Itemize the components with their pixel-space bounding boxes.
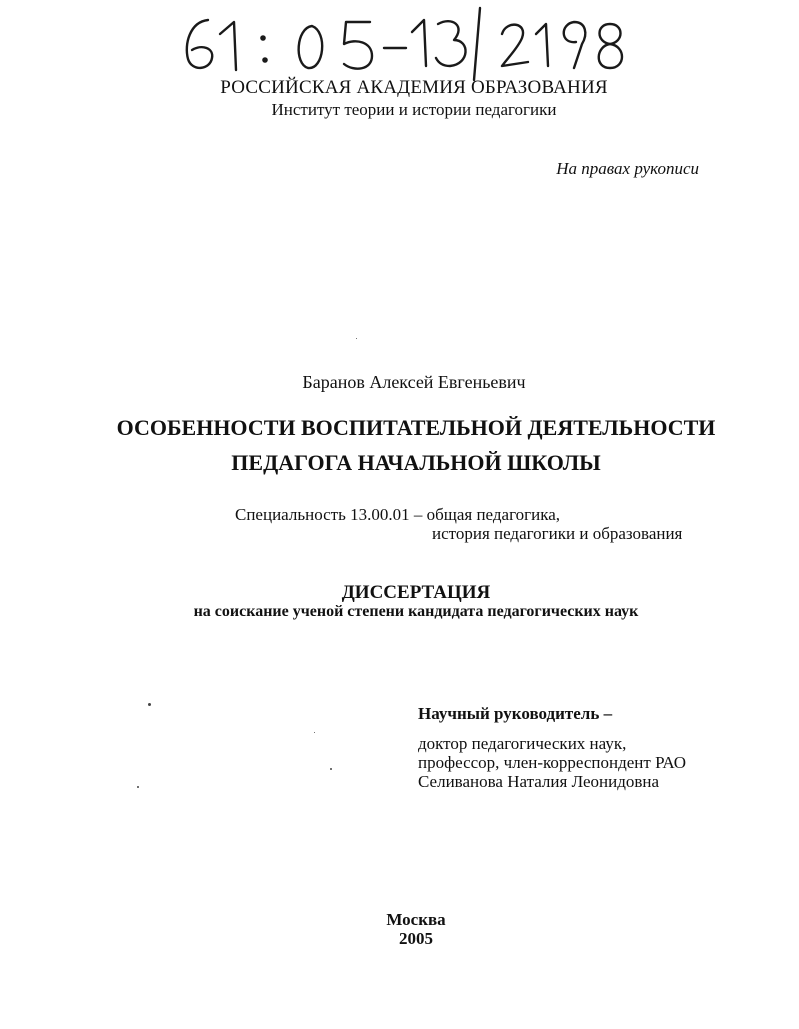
scan-speck: [314, 732, 315, 733]
scan-speck: [356, 338, 357, 339]
handwritten-code-drawing: [150, 4, 670, 84]
year: 2005: [399, 929, 433, 948]
scan-speck: [148, 703, 151, 706]
supervisor-line-2: профессор, член-корреспондент РАО: [418, 753, 687, 772]
supervisor-line-1: доктор педагогических наук,: [418, 734, 627, 753]
specialty-line-2: история педагогики и образования: [432, 524, 683, 543]
title-line-2: ПЕДАГОГА НАЧАЛЬНОЙ ШКОЛЫ: [231, 450, 601, 475]
scan-speck: [330, 768, 332, 770]
city: Москва: [386, 910, 446, 929]
supervisor-line-3: Селиванова Наталия Леонидовна: [418, 772, 660, 791]
scan-speck: [137, 786, 139, 788]
title-line-1: ОСОБЕННОСТИ ВОСПИТАТЕЛЬНОЙ ДЕЯТЕЛЬНОСТИ: [116, 415, 716, 440]
supervisor-heading: Научный руководитель –: [418, 704, 613, 723]
author-name: Баранов Алексей Евгеньевич: [302, 372, 526, 392]
degree-line: на соискание ученой степени кандидата педагогических наук: [193, 603, 639, 620]
rights-note: На правах рукописи: [556, 159, 699, 178]
handwritten-archive-code: [150, 4, 670, 84]
academy-name: РОССИЙСКАЯ АКАДЕМИЯ ОБРАЗОВАНИЯ: [220, 77, 608, 98]
specialty-line-1: Специальность 13.00.01 – общая педагогика,: [235, 505, 560, 524]
institute-name: Институт теории и истории педагогики: [271, 100, 557, 119]
dissertation-heading: ДИССЕРТАЦИЯ: [341, 582, 491, 603]
